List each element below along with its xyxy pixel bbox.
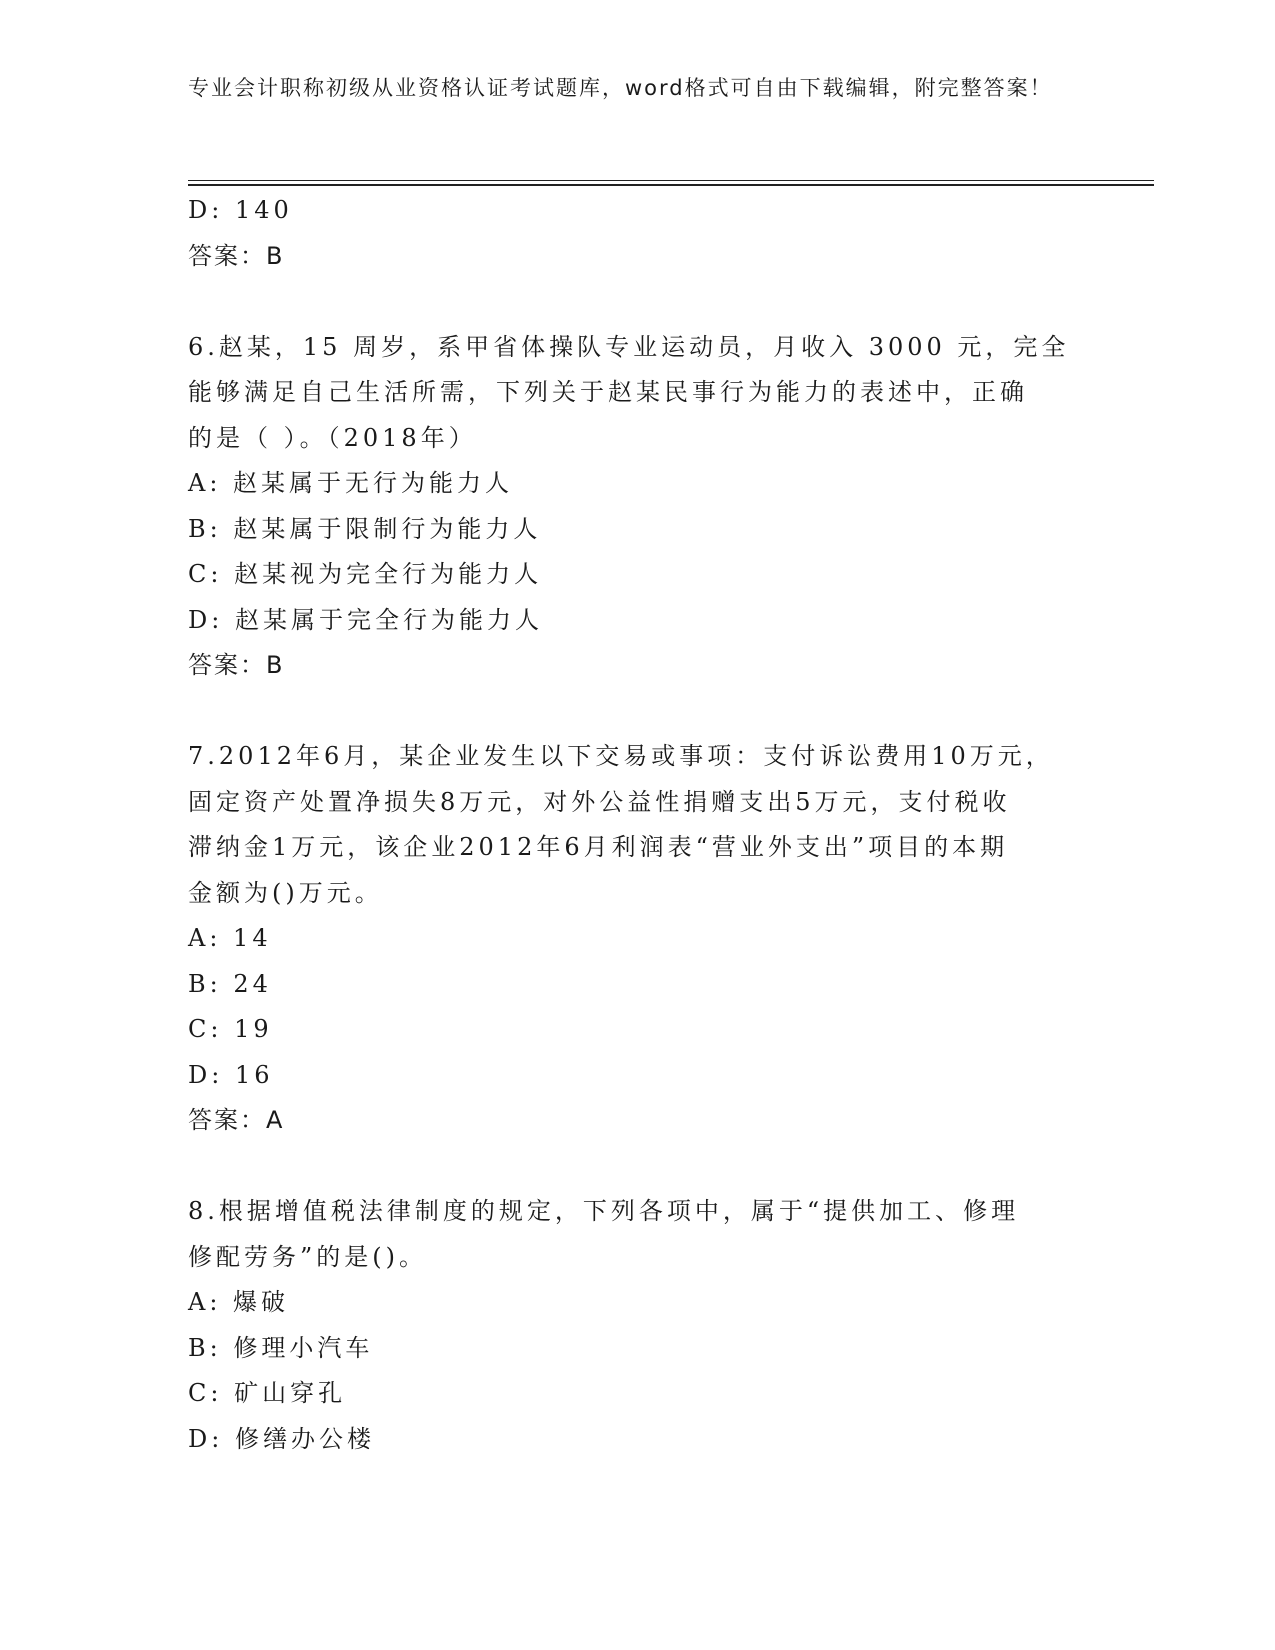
- header-divider-top: [188, 180, 1154, 181]
- question-6-option-a: A: 赵某属于无行为能力人: [188, 469, 514, 497]
- question-6-option-b: B: 赵某属于限制行为能力人: [188, 514, 542, 543]
- question-content: [188, 188, 1088, 1462]
- header-divider-bottom: [188, 184, 1154, 186]
- question-7-stem-line-3: 滞纳金1万元，该企业2012年6月利润表“营业外支出”项目的本期: [188, 833, 1009, 861]
- question-7-stem-line-2: 固定资产处置净损失8万元，对外公益性捐赠支出5万元，支付税收: [188, 787, 1011, 816]
- question-8-option-c: C: 矿山穿孔: [188, 1379, 347, 1407]
- question-6-stem-line-1: 6.赵某，15 周岁，系甲省体操队专业运动员，月收入 3000 元，完全: [188, 332, 1070, 361]
- page-header: 专业会计职称初级从业资格认证考试题库，word格式可自由下载编辑，附完整答案！: [188, 76, 1053, 100]
- question-7-stem-line-4: 金额为()万元。: [188, 878, 383, 907]
- question-7-option-b: B: 24: [188, 969, 272, 998]
- question-8-option-d: D: 修缮办公楼: [188, 1424, 375, 1453]
- spacer: [188, 279, 1088, 325]
- spacer: [188, 1144, 1088, 1190]
- answer-prev: 答案：B: [188, 241, 285, 270]
- question-6-answer: 答案：B: [188, 651, 285, 679]
- question-6-option-c: C: 赵某视为完全行为能力人: [188, 560, 543, 588]
- question-6-option-d: D: 赵某属于完全行为能力人: [188, 605, 543, 634]
- option-d-prev: D: 140: [188, 196, 293, 224]
- question-8-stem-line-1: 8.根据增值税法律制度的规定，下列各项中，属于“提供加工、修理: [188, 1197, 1020, 1225]
- question-8-option-b: B: 修理小汽车: [188, 1333, 374, 1362]
- question-7-option-a: A: 14: [188, 924, 272, 952]
- question-8-stem-line-2: 修配劳务”的是()。: [188, 1242, 427, 1271]
- question-6-stem-line-2: 能够满足自己生活所需，下列关于赵某民事行为能力的表述中，正确: [188, 378, 1028, 406]
- question-7-option-c: C: 19: [188, 1015, 273, 1043]
- question-6-stem-line-3: 的是（ ）。（2018年）: [188, 423, 477, 452]
- question-8-option-a: A: 爆破: [188, 1288, 290, 1316]
- question-7-stem-line-1: 7.2012年6月，某企业发生以下交易或事项：支付诉讼费用10万元，: [188, 742, 1054, 770]
- question-7-answer: 答案：A: [188, 1106, 285, 1134]
- spacer: [188, 689, 1088, 735]
- question-7-option-d: D: 16: [188, 1060, 274, 1089]
